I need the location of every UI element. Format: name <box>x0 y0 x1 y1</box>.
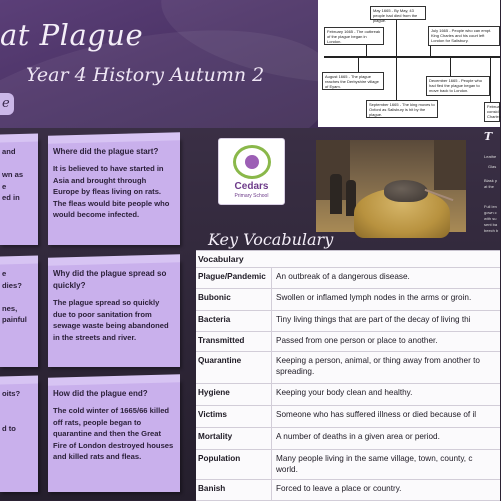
vocabulary-row <box>196 352 500 384</box>
note-plague-start <box>48 138 180 245</box>
vocabulary-definition: Someone who has suffered illness or died because of il <box>276 410 477 419</box>
school-subtitle: Primary School <box>234 193 269 199</box>
section-ribbon-label: e <box>2 96 10 111</box>
vocabulary-term: Banish <box>196 480 272 500</box>
vocabulary-term: Hygiene <box>196 384 272 405</box>
side-panel-fragment <box>484 128 500 233</box>
note-fragment-line: wn as <box>2 170 24 179</box>
note-fragment-line: ed in <box>2 193 20 202</box>
note-fragment-line <box>2 158 34 170</box>
timeline-panel <box>318 0 500 127</box>
note-question: How did the plague end? <box>53 389 148 398</box>
timeline-connector <box>396 58 397 100</box>
vocabulary-term: Bubonic <box>196 289 272 310</box>
person-figure <box>330 174 342 214</box>
timeline-event: February 1665 - The outbreak of the plague began in London. <box>324 27 384 45</box>
vocabulary-row <box>196 406 500 428</box>
school-name: Cedars <box>234 181 269 192</box>
vocabulary-definition: Forced to leave a place or country. <box>276 484 402 493</box>
note-fragment-line: e <box>2 181 7 191</box>
note-fragment <box>0 380 38 492</box>
vocabulary-definition: Many people living in the same village, town, county, c world. <box>276 454 473 474</box>
vocabulary-definition: Keeping a person, animal, or thing away from another to spreading. <box>276 356 480 376</box>
rat-figure <box>384 180 428 202</box>
note-fragment-line: painful <box>2 315 27 324</box>
vocabulary-term: Population <box>196 450 272 479</box>
timeline-connector <box>490 58 491 102</box>
rat-on-grain-sack-image <box>316 140 466 232</box>
vocabulary-term: Mortality <box>196 428 272 449</box>
vocabulary-term: Transmitted <box>196 332 272 351</box>
timeline-connector <box>358 58 359 72</box>
vocabulary-table <box>196 250 500 500</box>
timeline-event: December 1665 - People who had fled the plague began to move back to London. <box>426 76 490 96</box>
timeline-event: Februa consid Charles <box>484 102 500 122</box>
vocabulary-definition: An outbreak of a dangerous disease. <box>276 272 410 281</box>
note-question: Where did the plague start? <box>53 147 159 156</box>
building-shape <box>434 140 466 190</box>
timeline-axis <box>324 56 500 58</box>
note-plague-spread <box>48 260 180 367</box>
vocabulary-row <box>196 450 500 480</box>
school-logo <box>218 138 285 205</box>
side-fragment-line: Leathe <box>484 154 497 159</box>
timeline-event: July 1665 - People who can empt. King Charles and his court left London for Salisbury. <box>428 26 500 46</box>
note-fragment-line: oits? <box>2 389 21 398</box>
side-fragment-heading: T <box>484 130 493 143</box>
note-fragment <box>0 260 38 367</box>
note-question: Why did the plague spread so quickly? <box>53 269 167 290</box>
side-fragment-line: Blask p at the <box>484 178 498 189</box>
vocabulary-definition: Keeping your body clean and healthy. <box>276 388 413 397</box>
note-fragment-line <box>2 291 34 303</box>
vocabulary-term: Bacteria <box>196 311 272 331</box>
vocabulary-row <box>196 428 500 450</box>
side-fragment-line: Full len gown c with su sent ba beech b <box>484 204 499 233</box>
vocabulary-term: Quarantine <box>196 352 272 383</box>
note-fragment-line <box>2 411 34 423</box>
vocabulary-definition: Passed from one person or place to another. <box>276 336 438 345</box>
page-subtitle: Year 4 History Autumn 2 <box>26 64 265 86</box>
note-plague-end <box>48 380 180 492</box>
vocabulary-definition: A number of deaths in a given area or period. <box>276 432 440 441</box>
vocabulary-row <box>196 480 500 501</box>
vocabulary-term: Victims <box>196 406 272 427</box>
vocabulary-row <box>196 384 500 406</box>
vocabulary-row <box>196 311 500 332</box>
vocabulary-row <box>196 268 500 289</box>
vocabulary-definition: Tiny living things that are part of the decay of living thi <box>276 315 471 324</box>
note-fragment-line: e <box>2 269 7 278</box>
timeline-event: August 1665 - The plague reaches the Derbyshire village of Eyam. <box>322 72 384 90</box>
note-answer: The plague spread so quickly due to poor sanitation from sewage waste being abandoned in the streets and river. <box>53 298 169 342</box>
note-fragment-line: d to <box>2 423 16 433</box>
vocabulary-row <box>196 332 500 352</box>
note-fragment-line <box>2 400 34 412</box>
side-fragment-line: Glas <box>488 164 497 169</box>
vocabulary-row <box>196 289 500 311</box>
vocabulary-header-row <box>196 251 500 268</box>
note-fragment-line: and <box>2 147 16 156</box>
timeline-event: May 1665 - By May, 43 people had died from the plague. <box>370 6 426 20</box>
tree-icon <box>233 145 271 179</box>
note-fragment-line: dies? <box>2 280 22 290</box>
note-answer: It is believed to have started in Asia and brought through Europe by fleas living on rats. The fleas would bite people who would become infected. <box>53 164 170 219</box>
key-vocabulary-title: Key Vocabulary <box>208 230 334 249</box>
timeline-connector <box>396 16 397 56</box>
vocabulary-term: Plague/Pandemic <box>196 268 272 288</box>
timeline-connector <box>450 58 451 76</box>
note-answer: The cold winter of 1665/66 killed off rats, people began to quarantine and then the Great Fire of London destroyed houses and killed rats and fleas. <box>53 406 174 461</box>
note-fragment <box>0 138 38 245</box>
page-title: at Plague <box>0 18 144 52</box>
note-fragment-line: nes, <box>2 303 18 313</box>
vocabulary-definition: Swollen or inflamed lymph nodes in the arms or groin. <box>276 293 472 302</box>
vocabulary-header: Vocabulary <box>198 254 244 264</box>
timeline-event: September 1665 - The king moves to Oxford as Salisbury is hit by the plague. <box>366 100 438 118</box>
